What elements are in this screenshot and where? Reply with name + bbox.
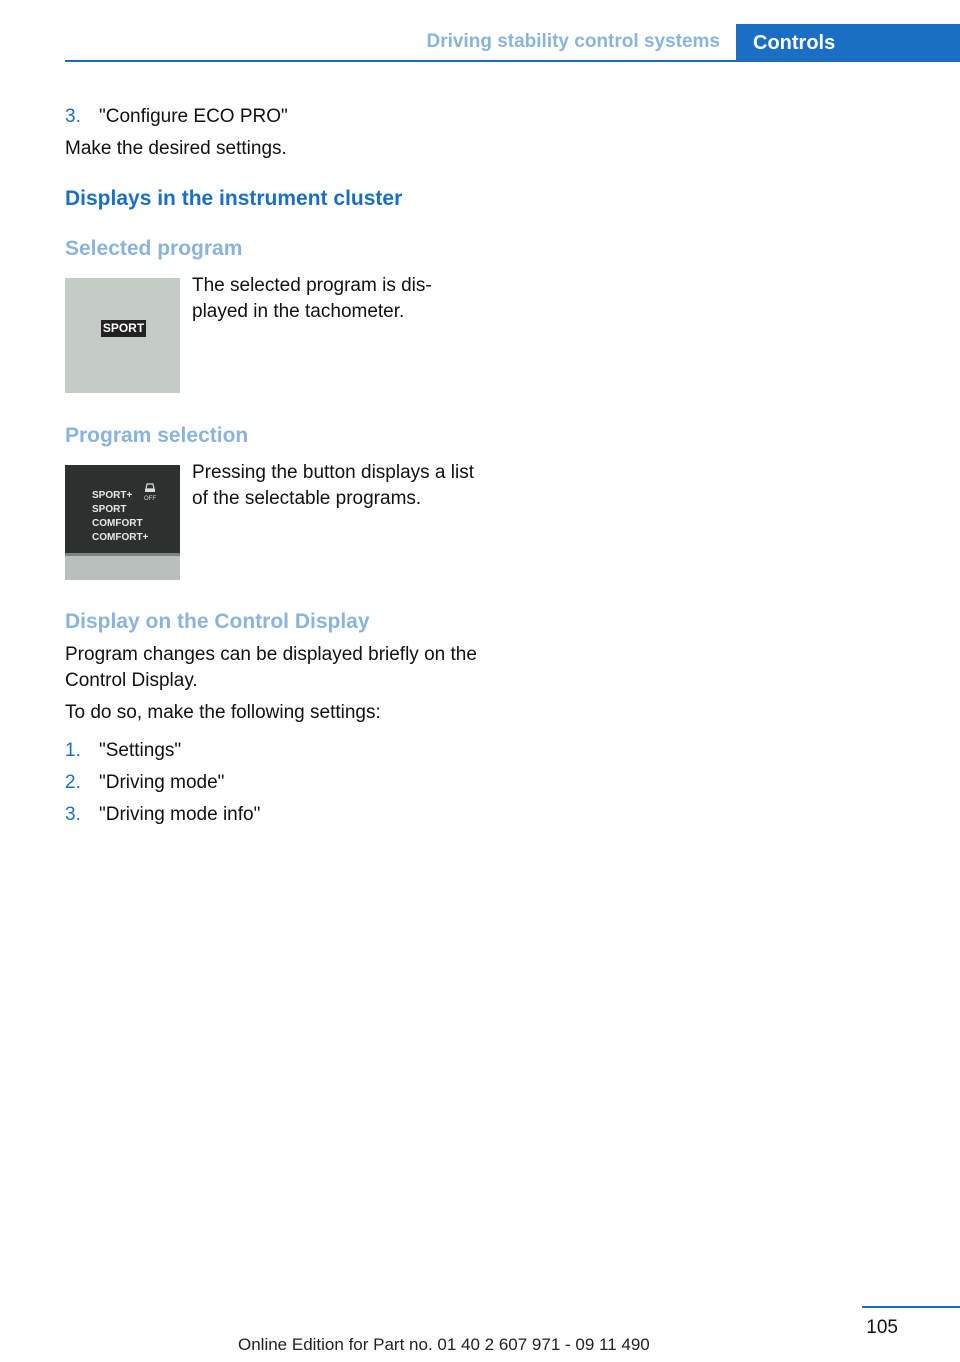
list-item: [65, 105, 288, 129]
list-number: 2.: [65, 772, 81, 793]
list-text: "Configure ECO PRO": [99, 106, 288, 127]
image-lower-band: [65, 553, 180, 580]
program-option: COMFORT+: [92, 532, 149, 543]
sport-badge: SPORT: [102, 321, 145, 335]
dsc-off-icon: [143, 480, 157, 502]
list-item: [65, 739, 181, 763]
program-option: SPORT+: [92, 490, 133, 501]
header-chapter-tab: Controls: [736, 24, 960, 62]
list-item: [65, 803, 260, 827]
footer-rule: [862, 1306, 960, 1308]
program-option: SPORT: [92, 504, 127, 515]
control-display-text: Program changes can be displayed briefly on the Control Display.: [65, 644, 477, 691]
program-selection-text: Pressing the button displays a list of the selectable programs.: [192, 462, 474, 509]
program-option: COMFORT: [92, 518, 143, 529]
header-section-title: Driving stability control systems: [426, 31, 720, 52]
intro-text: Make the desired settings.: [65, 138, 287, 159]
settings-intro-text: To do so, make the following settings:: [65, 702, 381, 723]
list-number: 3.: [65, 106, 81, 127]
section-heading: Displays in the instrument cluster: [65, 187, 403, 210]
page-number: 105: [866, 1317, 898, 1338]
list-item: [65, 771, 224, 795]
list-text: "Driving mode info": [99, 804, 261, 825]
list-text: "Settings": [99, 740, 182, 761]
list-number: 3.: [65, 804, 81, 825]
subheading-control-display: Display on the Control Display: [65, 610, 370, 633]
footer-edition: Online Edition for Part no. 01 40 2 607 971 - 09 11 490: [238, 1335, 650, 1354]
program-list-image: [65, 465, 180, 580]
subheading-program-selection: Program selection: [65, 424, 249, 447]
dsc-off-label: OFF: [144, 496, 156, 502]
selected-program-text: The selected program is dis-played in the tachometer.: [192, 275, 432, 322]
list-number: 1.: [65, 740, 81, 761]
sport-display-image: [65, 278, 180, 393]
subheading-selected-program: Selected program: [65, 237, 243, 260]
list-text: "Driving mode": [99, 772, 225, 793]
